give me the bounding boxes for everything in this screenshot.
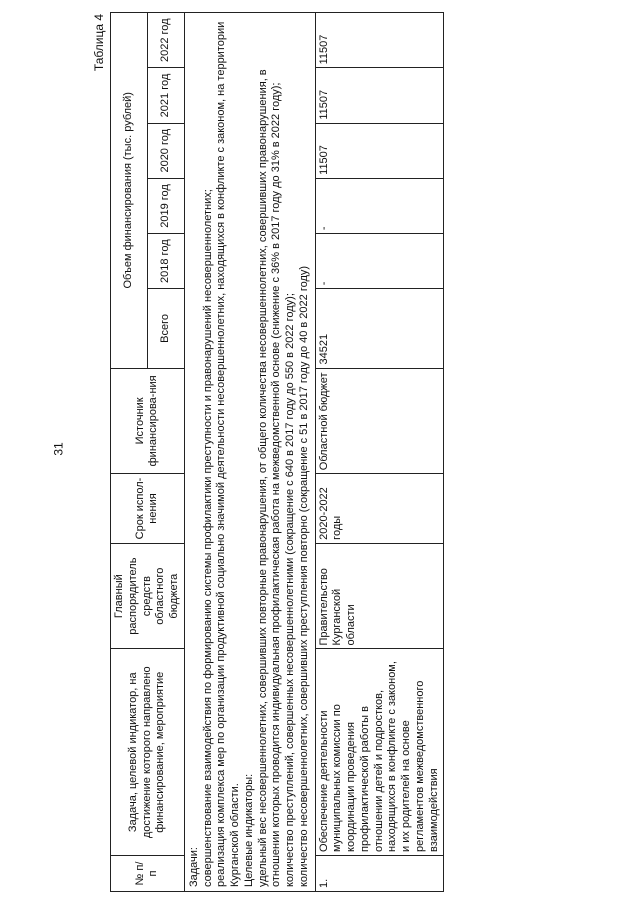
header-distributor: Главный распорядитель средств областного бюджета — [111, 543, 185, 649]
rotated-page-content — [90, 12, 550, 892]
tasks-line: реализация комплекса мер по организации продуктивной социально значимой деятельности несовершеннолетних, находящихся в конфликте с законом, на территории Курганской области. — [215, 21, 241, 887]
header-2019: 2019 год — [147, 178, 184, 233]
page-number: 31 — [51, 442, 66, 456]
header-2018: 2018 год — [147, 234, 184, 289]
header-task: Задача, целевой индикатор, на достижение которого направлено финансирование, мероприятие — [111, 649, 185, 856]
header-term: Срок испол-нения — [111, 474, 185, 544]
header-funding: Объем финансирования (тыс. рублей) — [111, 13, 148, 369]
header-source: Источник финансирова-ния — [111, 368, 185, 474]
tasks-line: совершенствование взаимодействия по формированию системы профилактики преступности и правонарушений несовершеннолетних; — [201, 189, 214, 887]
funding-table — [110, 12, 444, 892]
row-distributor: Правительство Курганской области — [315, 543, 444, 649]
row-task: Обеспечение деятельности муниципальных комиссии по координации проведения профилактической работы в отношении детей и подростков, находящихся в конфликте с законом, и их родителей на основе регламентов межведомственного взаимодействия — [315, 649, 444, 856]
tasks-line: количество преступлений, совершенных несовершеннолетними (сокращение с 640 в 2017 году до 550 в 2022 году); — [284, 293, 296, 887]
row-num: 1. — [315, 855, 444, 891]
row-2022: 11507 — [315, 13, 444, 68]
header-total: Всего — [147, 289, 184, 368]
table-row — [315, 13, 444, 892]
tasks-line: количество несовершеннолетних, совершивших преступления повторно (сокращение с 51 в 2017 году до 40 в 2022 году) — [297, 265, 310, 887]
row-2019: - — [315, 178, 444, 233]
row-source: Областной бюджет — [315, 368, 444, 474]
header-2020: 2020 год — [147, 123, 184, 178]
header-2022: 2022 год — [147, 13, 184, 68]
row-2021: 11507 — [315, 68, 444, 123]
tasks-line: удельный вес несовершеннолетних, совершивших повторные правонарушения, от общего количества несовершеннолетних, совершивших правонарушения, в отношении которых проводится индивидуальная профилактическая работа на межведомственной основе (снижение с 36% в 2017 году до 31% в 2022 году); — [256, 69, 283, 887]
table-label: Таблица 4 — [92, 14, 106, 72]
tasks-block — [184, 13, 315, 892]
row-total: 34521 — [315, 289, 444, 368]
tasks-line: Целевые индикаторы: — [242, 773, 255, 887]
row-2020: 11507 — [315, 123, 444, 178]
header-2021: 2021 год — [147, 68, 184, 123]
row-2018: - — [315, 234, 444, 289]
header-num: № п/п — [111, 855, 185, 891]
row-term: 2020-2022 годы — [315, 474, 444, 544]
tasks-line: Задачи: — [187, 847, 200, 887]
